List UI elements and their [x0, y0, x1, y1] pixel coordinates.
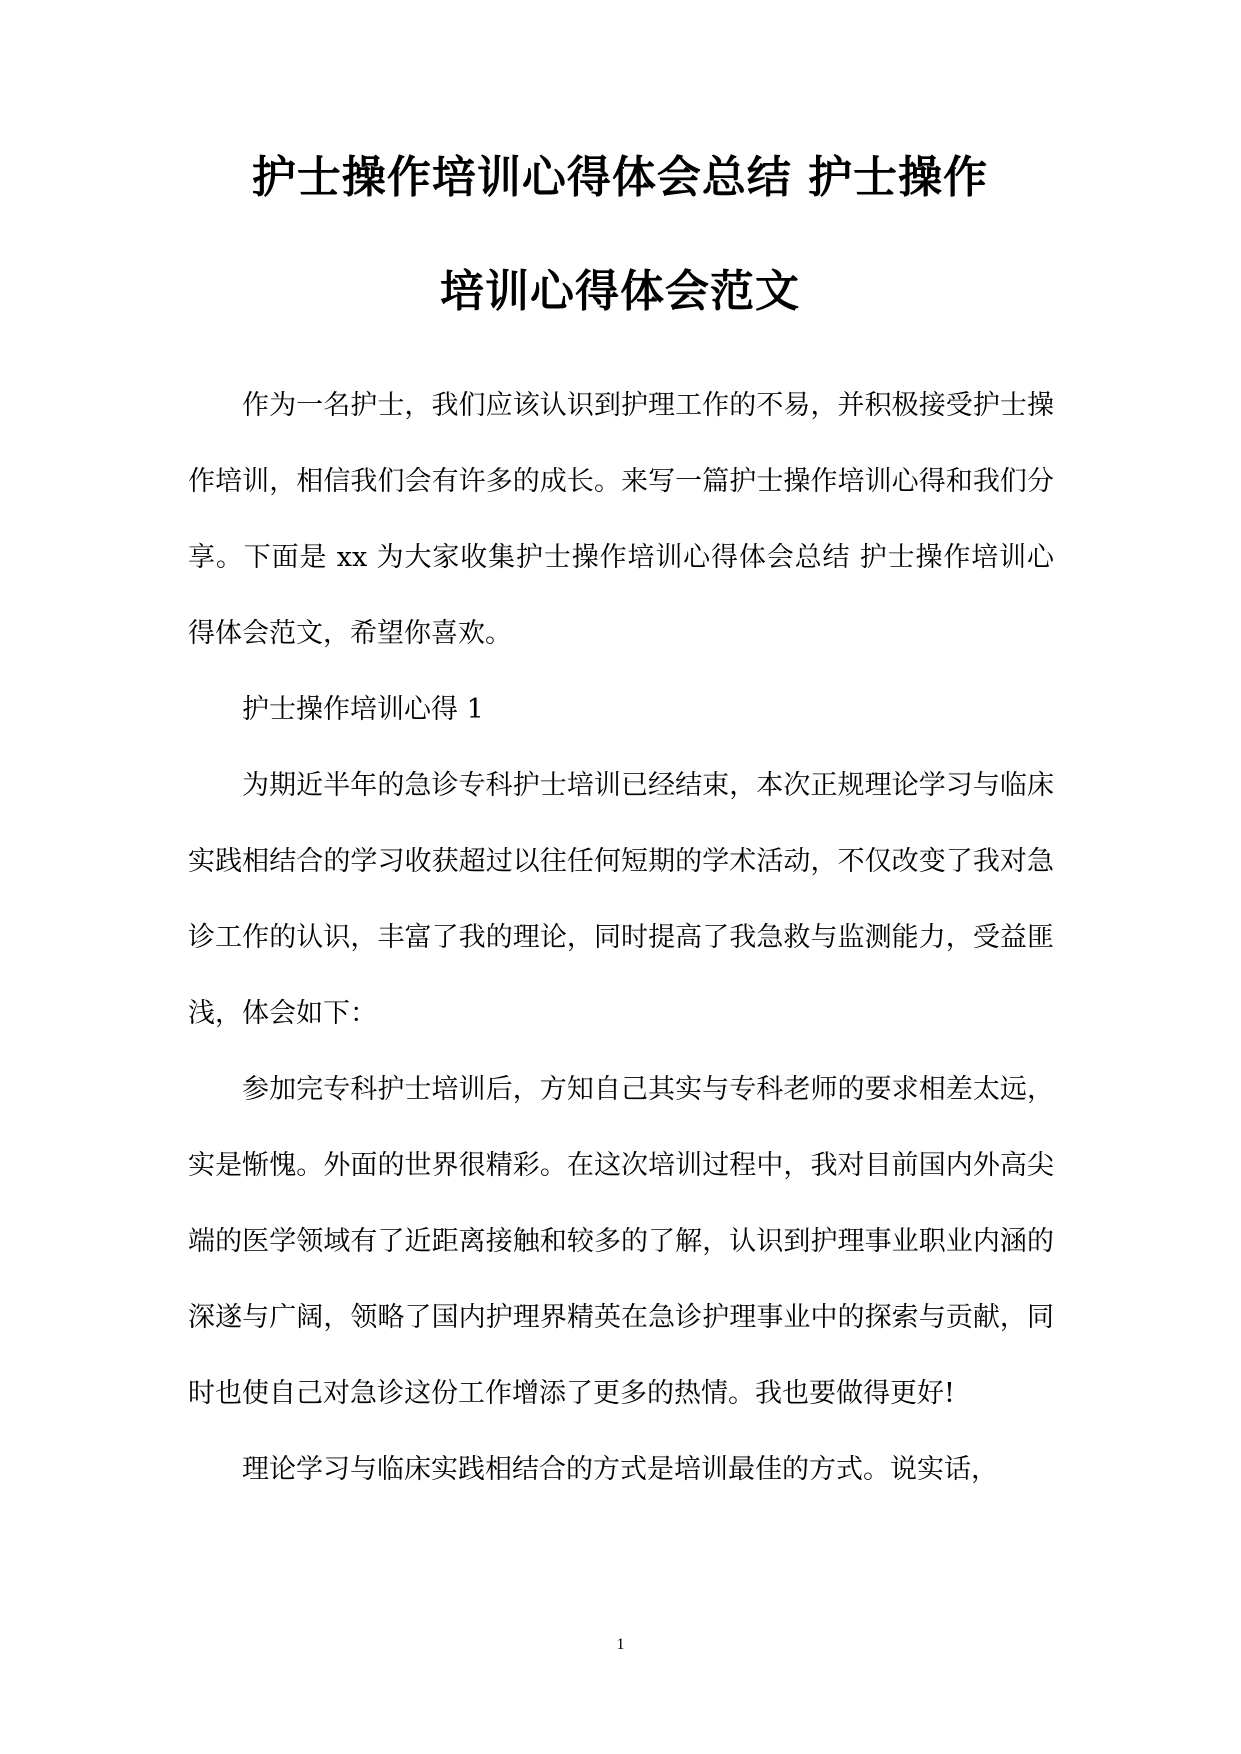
document-title-line-1: 护士操作培训心得体会总结 护士操作 [251, 152, 989, 203]
paragraph: 参加完专科护士培训后，方知自己其实与专科老师的要求相差太远，实是惭愧。外面的世界很精彩。在这次培训过程中，我对目前国内外高尖端的医学领域有了近距离接触和较多的了解，认识到护理事业职业内涵的深遂与广阔，领略了国内护理界精英在急诊护理事业中的探索与贡献，同时也使自己对急诊这份工作增添了更多的热情。我也要做得更好! [188, 1074, 1054, 1409]
document-body [188, 368, 1054, 1508]
paragraph-intro: 作为一名护士，我们应该认识到护理工作的不易，并积极接受护士操作培训，相信我们会有许多的成长。来写一篇护士操作培训心得和我们分享。下面是 xx 为大家收集护士操作培训心得体会总结 护士操作培训心得体会范文，希望你喜欢。 [188, 390, 1054, 649]
page-number: 1 [616, 1636, 625, 1653]
paragraph: 为期近半年的急诊专科护士培训已经结束，本次正规理论学习与临床实践相结合的学习收获超过以往任何短期的学术活动，不仅改变了我对急诊工作的认识，丰富了我的理论，同时提高了我急救与监测能力，受益匪浅，体会如下： [188, 770, 1054, 1029]
document-title-line-2: 培训心得体会范文 [440, 266, 800, 317]
paragraph: 理论学习与临床实践相结合的方式是培训最佳的方式。说实话， [242, 1454, 998, 1485]
section-heading: 护士操作培训心得 1 [242, 694, 484, 725]
